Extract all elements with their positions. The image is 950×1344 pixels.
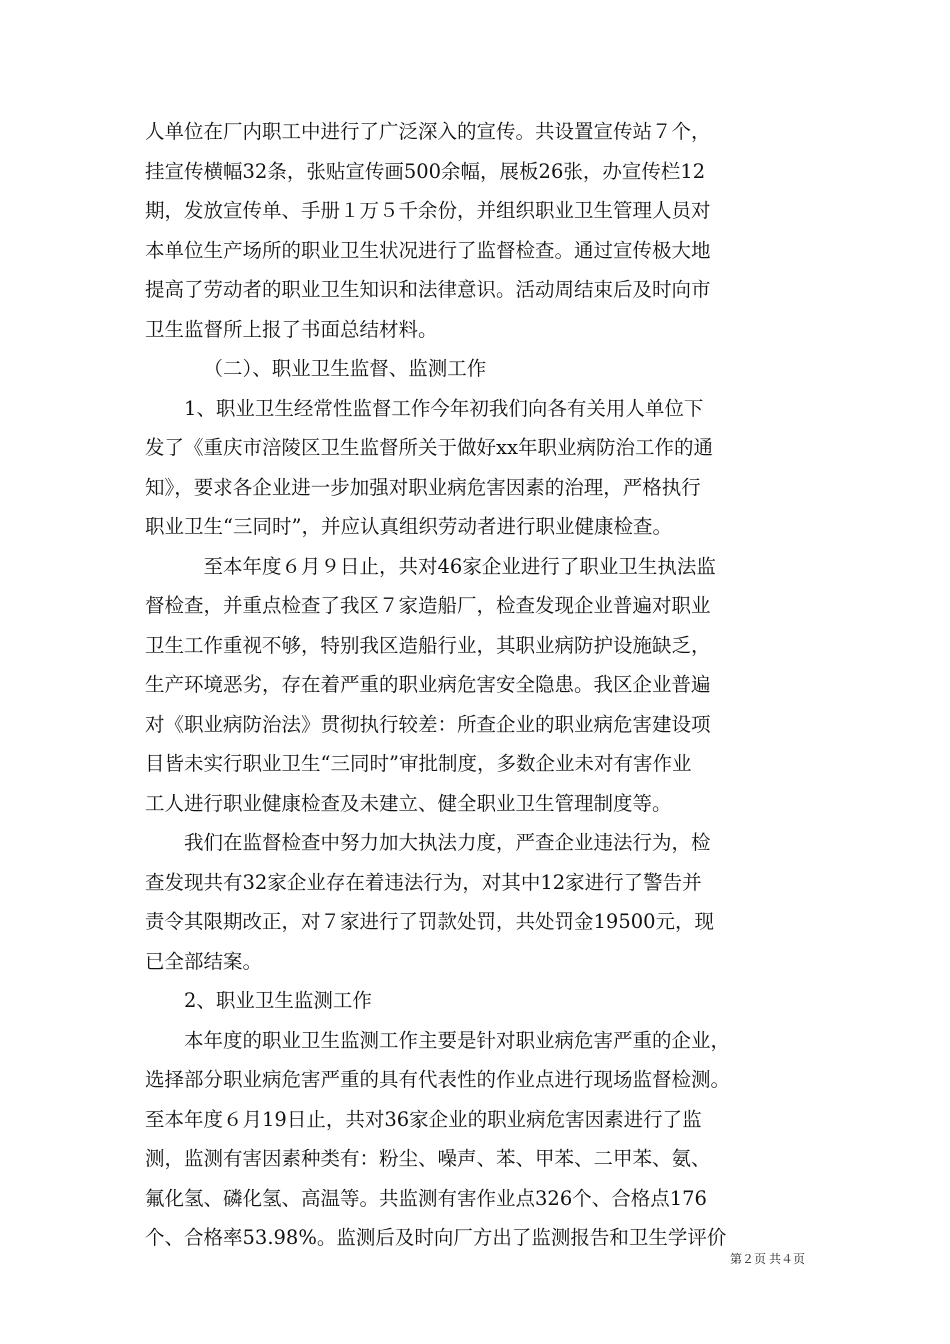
text-line: 生产环境恶劣，存在着严重的职业病危害安全隐患。我区企业普遍 <box>145 673 711 696</box>
text-line: 已全部结案。 <box>145 949 263 973</box>
text-line: 人单位在厂内职工中进行了广泛深入的宣传。共设置宣传站７个， <box>145 120 711 143</box>
text-line: 督检查，并重点检查了我区７家造船厂，检查发现企业普遍对职业 <box>145 594 711 617</box>
document-body <box>145 112 815 1258</box>
text-line: 个、合格率53.98%。监测后及时向厂方出了监测报告和卫生学评价 <box>145 1226 727 1249</box>
text-line: 责令其限期改正，对７家进行了罚款处罚，共处罚金19500元，现 <box>145 910 715 933</box>
text-line: 对《职业病防治法》贯彻执行较差：所查企业的职业病危害建设项 <box>145 712 711 736</box>
text-line: 至本年度６月19日止，共对36家企业的职业病危害因素进行了监 <box>145 1107 702 1131</box>
text-line: 本单位生产场所的职业卫生状况进行了监督检查。通过宣传极大地 <box>145 238 711 262</box>
text-line: 知》，要求各企业进一步加强对职业病危害因素的治理，严格执行 <box>145 475 701 499</box>
text-line: 提高了劳动者的职业卫生知识和法律意识。活动周结束后及时向市 <box>145 278 711 301</box>
text-line: 卫生监督所上报了书面总结材料。 <box>145 317 438 341</box>
text-line: 1、职业卫生经常性监督工作今年初我们向各有关用人单位下 <box>184 396 704 420</box>
text-line: （二）、职业卫生监督、监测工作 <box>203 357 487 380</box>
text-line: 测，监测有害因素种类有：粉尘、噪声、苯、甲苯、二甲苯、氨、 <box>145 1147 711 1170</box>
text-line: 职业卫生“三同时”，并应认真组织劳动者进行职业健康检查。 <box>145 515 672 538</box>
text-line: 本年度的职业卫生监测工作主要是针对职业病危害严重的企业， <box>184 1028 731 1052</box>
text-line: 卫生工作重视不够，特别我区造船行业，其职业病防护设施缺乏， <box>145 633 711 657</box>
text-line: 我们在监督检查中努力加大执法力度，严查企业违法行为，检 <box>184 831 711 854</box>
text-line: 挂宣传横幅32条，张贴宣传画500余幅，展板26张，办宣传栏12 <box>145 159 706 183</box>
text-line: 2、职业卫生监测工作 <box>184 989 372 1012</box>
text-line: 工人进行职业健康检查及未建立、健全职业卫生管理制度等。 <box>145 791 672 815</box>
text-line: 目皆未实行职业卫生“三同时”审批制度，多数企业未对有害作业 <box>145 752 692 775</box>
text-line: 期，发放宣传单、手册１万５千余份，并组织职业卫生管理人员对 <box>145 199 711 222</box>
text-line: 发了《重庆市涪陵区卫生监督所关于做好xx年职业病防治工作的通 <box>145 436 713 459</box>
page-number: 第２页 共４页 <box>729 1252 805 1266</box>
text-line: 至本年度６月９日止，共对46家企业进行了职业卫生执法监 <box>203 554 716 578</box>
text-line: 查发现共有32家企业存在着违法行为，对其中12家进行了警告并 <box>145 870 702 894</box>
text-line: 氟化氢、磷化氢、高温等。共监测有害作业点326个、合格点176 <box>145 1186 707 1210</box>
text-line: 选择部分职业病危害严重的具有代表性的作业点进行现场监督检测。 <box>145 1068 731 1091</box>
